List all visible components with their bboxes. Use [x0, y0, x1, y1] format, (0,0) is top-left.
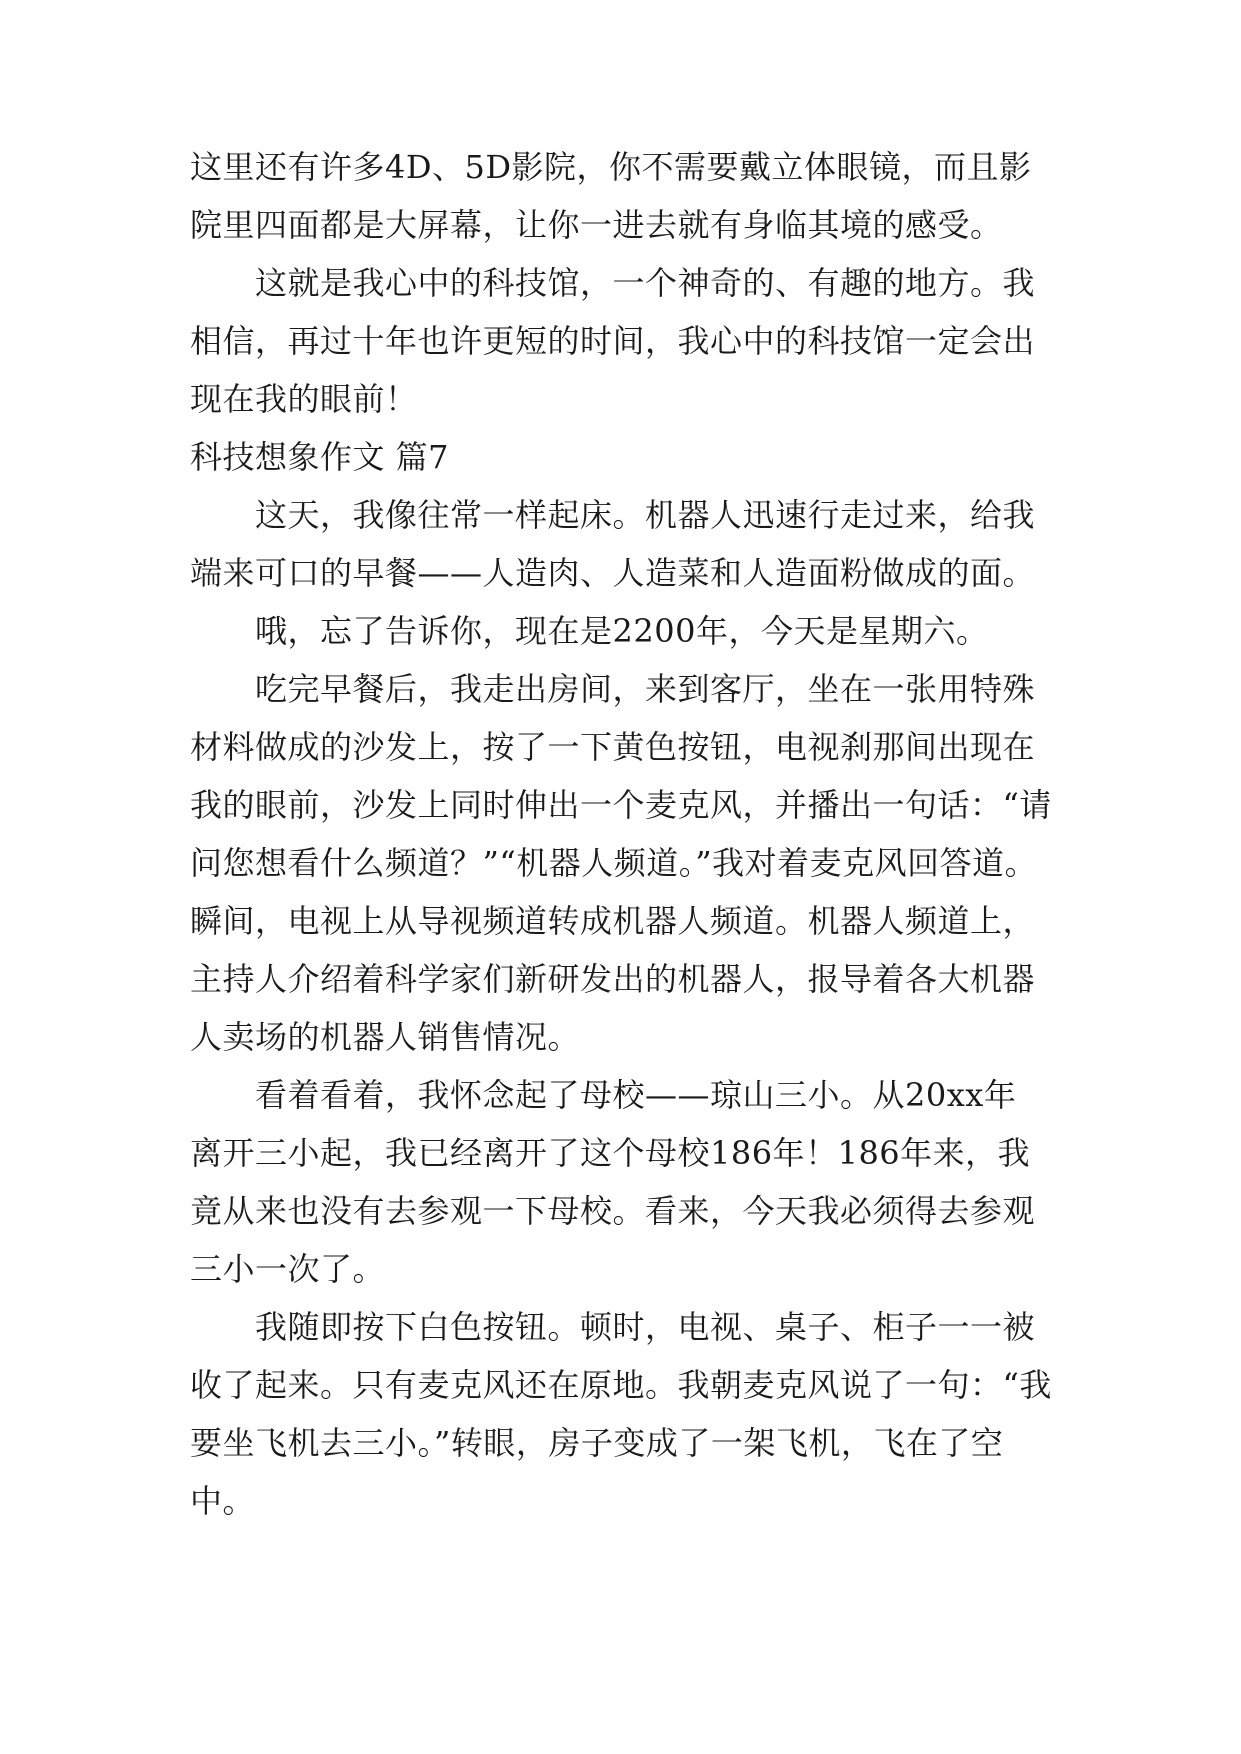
text-line: 我随即按下白色按钮。顿时，电视、桌子、柜子一一被 [190, 1308, 1036, 1346]
text-line: 三小一次了。 [190, 1250, 386, 1288]
text-line: 端来可口的早餐——人造肉、人造菜和人造面粉做成的面。 [190, 554, 1036, 592]
text-line: 哦，忘了告诉你，现在是2200年，今天是星期六。 [190, 612, 989, 650]
text-line: 这里还有许多4D、5D影院，你不需要戴立体眼镜，而且影 [190, 148, 1032, 186]
text-line: 材料做成的沙发上，按了一下黄色按钮，电视刹那间出现在 [190, 728, 1036, 766]
text-line: 这就是我心中的科技馆，一个神奇的、有趣的地方。我 [190, 264, 1036, 302]
text-line: 院里四面都是大屏幕，让你一进去就有身临其境的感受。 [190, 206, 1003, 244]
text-line: 竟从来也没有去参观一下母校。看来，今天我必须得去参观 [190, 1192, 1036, 1230]
text-line: 这天，我像往常一样起床。机器人迅速行走过来，给我 [190, 496, 1036, 534]
text-line: 离开三小起，我已经离开了这个母校186年！186年来，我 [190, 1134, 1031, 1172]
text-line: 相信，再过十年也许更短的时间，我心中的科技馆一定会出 [190, 322, 1036, 360]
text-line: 人卖场的机器人销售情况。 [190, 1018, 581, 1056]
text-line: 收了起来。只有麦克风还在原地。我朝麦克风说了一句：“我 [190, 1366, 1052, 1404]
text-line: 主持人介绍着科学家们新研发出的机器人，报导着各大机器 [190, 960, 1036, 998]
text-line: 我的眼前，沙发上同时伸出一个麦克风，并播出一句话：“请 [190, 786, 1052, 824]
text-line: 要坐飞机去三小。”转眼，房子变成了一架飞机，飞在了空 [190, 1424, 1004, 1462]
text-line: 中。 [190, 1482, 256, 1520]
text-line: 看着看着，我怀念起了母校——琼山三小。从20xx年 [190, 1076, 1017, 1114]
text-line: 现在我的眼前！ [190, 380, 418, 418]
text-line: 瞬间，电视上从导视频道转成机器人频道。机器人频道上， [190, 902, 1036, 940]
text-line: 问您想看什么频道？”“机器人频道。”我对着麦克风回答道。 [190, 844, 1038, 882]
text-line: 吃完早餐后，我走出房间，来到客厅，坐在一张用特殊 [190, 670, 1036, 708]
section-heading: 科技想象作文 篇7 [190, 438, 450, 476]
